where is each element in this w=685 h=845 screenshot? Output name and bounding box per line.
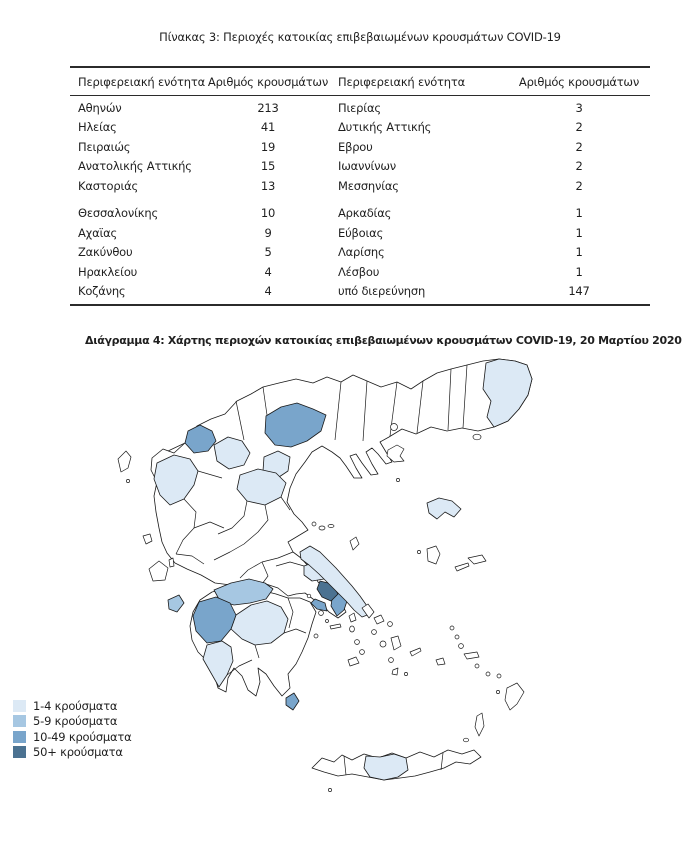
- island-thasos: [391, 424, 398, 431]
- count-cell: 1: [575, 225, 583, 240]
- island-ikaria: [455, 563, 469, 571]
- count-cell: 2: [575, 178, 583, 193]
- island-samos: [468, 555, 486, 564]
- island-serifos: [355, 640, 360, 645]
- count-cell: 2: [575, 139, 583, 154]
- count-cell: 10: [260, 206, 276, 221]
- island-ithaki: [169, 558, 174, 567]
- region-cell: Εύβοιας: [338, 225, 384, 240]
- island-rhodes: [505, 683, 524, 710]
- island-tinos: [374, 615, 384, 624]
- region-cell: Αχαϊας: [78, 225, 118, 240]
- table-row: [70, 243, 650, 263]
- island-salamina: [307, 594, 311, 598]
- island-nisyros: [475, 664, 479, 668]
- island-corfu: [118, 451, 131, 472]
- count-cell: 41: [260, 120, 276, 135]
- island-milos: [348, 657, 359, 666]
- header-region-b: Περιφερειακή ενότητα: [338, 74, 465, 89]
- island-lefkada: [143, 534, 152, 544]
- table-row: [70, 98, 650, 118]
- region-cell: Ζακύνθου: [78, 245, 133, 260]
- island-patmos: [450, 626, 454, 630]
- count-cell: 2: [575, 120, 583, 135]
- island-skyros: [350, 537, 359, 550]
- region-cell: Λέσβου: [338, 264, 380, 279]
- region-cell: Δυτικής Αττικής: [338, 120, 432, 135]
- island-amorgos: [410, 648, 421, 656]
- count-cell: 1: [575, 245, 583, 260]
- table-row: [70, 223, 650, 243]
- table-row: [70, 262, 650, 282]
- island-karpathos: [475, 713, 484, 736]
- greece-choropleth-map: [85, 356, 645, 845]
- island-chalki: [496, 690, 499, 693]
- region-cell: Ανατολικής Αττικής: [78, 159, 192, 174]
- table-row: [70, 176, 650, 196]
- region-cell: Αρκαδίας: [338, 206, 392, 221]
- island-psara: [417, 550, 420, 553]
- table-header-row: [70, 68, 650, 96]
- region-cell: Ηλείας: [78, 120, 117, 135]
- count-cell: 13: [260, 178, 276, 193]
- count-cell: 1: [575, 264, 583, 279]
- region-cell: Πιερίας: [338, 100, 381, 115]
- region-cell: Ηρακλείου: [78, 264, 138, 279]
- legend-item: [13, 729, 173, 745]
- island-syros: [372, 630, 377, 635]
- island-tilos: [486, 672, 490, 676]
- table-row: [70, 118, 650, 138]
- island-gavdos: [328, 788, 331, 791]
- island-astypalaia: [436, 658, 445, 665]
- region-cell: Πειραιώς: [78, 139, 131, 154]
- island-kea: [349, 613, 356, 622]
- legend-swatch-5-9: [13, 715, 26, 727]
- island-kos: [464, 652, 479, 659]
- table-row: [70, 204, 650, 224]
- legend-item: [13, 745, 173, 761]
- island-kalymnos: [459, 644, 464, 649]
- island-hydra: [330, 624, 341, 629]
- island-aegina: [319, 611, 324, 616]
- table-caption: Πίνακας 3: Περιοχές κατοικίας επιβεβαιωμένων κρουσμάτων COVID-19: [159, 30, 561, 44]
- region-cell: Κοζάνης: [78, 284, 126, 299]
- table-row: [70, 282, 650, 302]
- count-cell: 213: [257, 100, 279, 115]
- map-legend: [13, 698, 173, 760]
- island-kasos: [463, 738, 468, 742]
- legend-label: 1-4 κρούσματα: [33, 698, 118, 713]
- table-row: [70, 157, 650, 177]
- island-naxos: [391, 636, 401, 650]
- count-cell: 15: [260, 159, 276, 174]
- region-cell: Θεσσαλονίκης: [78, 206, 158, 221]
- island-skiathos: [312, 522, 316, 526]
- island-samothraki: [473, 434, 481, 440]
- legend-swatch-10-49: [13, 731, 26, 743]
- island-poros: [326, 620, 329, 623]
- legend-label: 5-9 κρούσματα: [33, 714, 118, 729]
- island-symi: [497, 674, 501, 678]
- region-cell: Ιωαννίνων: [338, 159, 397, 174]
- region-cell: υπό διερεύνηση: [338, 284, 426, 299]
- island-paros: [380, 641, 386, 647]
- region-messinia: [203, 641, 233, 687]
- cases-table: [70, 66, 650, 306]
- table-row: [70, 137, 650, 157]
- count-cell: 9: [264, 225, 272, 240]
- count-cell: 147: [568, 284, 590, 299]
- island-sifnos: [360, 650, 365, 655]
- island-agios-efstratios: [396, 478, 399, 481]
- region-cell: Αθηνών: [78, 100, 122, 115]
- island-skopelos: [319, 526, 325, 530]
- region-cell: Καστοριάς: [78, 178, 139, 193]
- island-santorini: [392, 668, 398, 675]
- region-cell: Λαρίσης: [338, 245, 385, 260]
- region-kythira-island: [286, 693, 299, 710]
- island-kefalonia: [149, 561, 168, 581]
- island-kythnos: [350, 626, 355, 632]
- region-zakynthos-island: [168, 595, 184, 612]
- header-count-a: Αριθμός κρουσμάτων: [207, 74, 329, 89]
- map-caption: Διάγραμμα 4: Χάρτης περιοχών κατοικίας επιβεβαιωμένων κρουσμάτων COVID-19, 20 Μαρτίου 2020: [85, 334, 682, 347]
- header-region-a: Περιφερειακή ενότητα: [78, 74, 205, 89]
- legend-swatch-50plus: [13, 746, 26, 758]
- map-land-base: [151, 359, 532, 780]
- region-cell: Εβρου: [338, 139, 373, 154]
- island-mykonos: [388, 622, 393, 627]
- island-anafi: [404, 672, 407, 675]
- region-lesvos-island: [427, 498, 461, 519]
- island-spetses: [314, 634, 318, 638]
- count-cell: 2: [575, 159, 583, 174]
- header-count-b: Αριθμός κρουσμάτων: [518, 74, 640, 89]
- count-cell: 3: [575, 100, 583, 115]
- group-divider-gap: [70, 196, 650, 204]
- region-cell: Μεσσηνίας: [338, 178, 399, 193]
- island-alonissos: [328, 525, 334, 528]
- island-paxi: [126, 479, 129, 482]
- island-chios: [427, 546, 440, 564]
- legend-label: 50+ κρούσματα: [33, 745, 123, 760]
- legend-item: [13, 698, 173, 714]
- count-cell: 4: [264, 284, 272, 299]
- region-evros: [483, 359, 532, 427]
- legend-swatch-1-4: [13, 700, 26, 712]
- legend-item: [13, 714, 173, 730]
- count-cell: 5: [264, 245, 272, 260]
- count-cell: 19: [260, 139, 276, 154]
- count-cell: 4: [264, 264, 272, 279]
- island-leros: [455, 635, 459, 639]
- table-body: [70, 96, 650, 304]
- island-ios: [389, 658, 394, 663]
- legend-label: 10-49 κρούσματα: [33, 729, 132, 744]
- count-cell: 1: [575, 206, 583, 221]
